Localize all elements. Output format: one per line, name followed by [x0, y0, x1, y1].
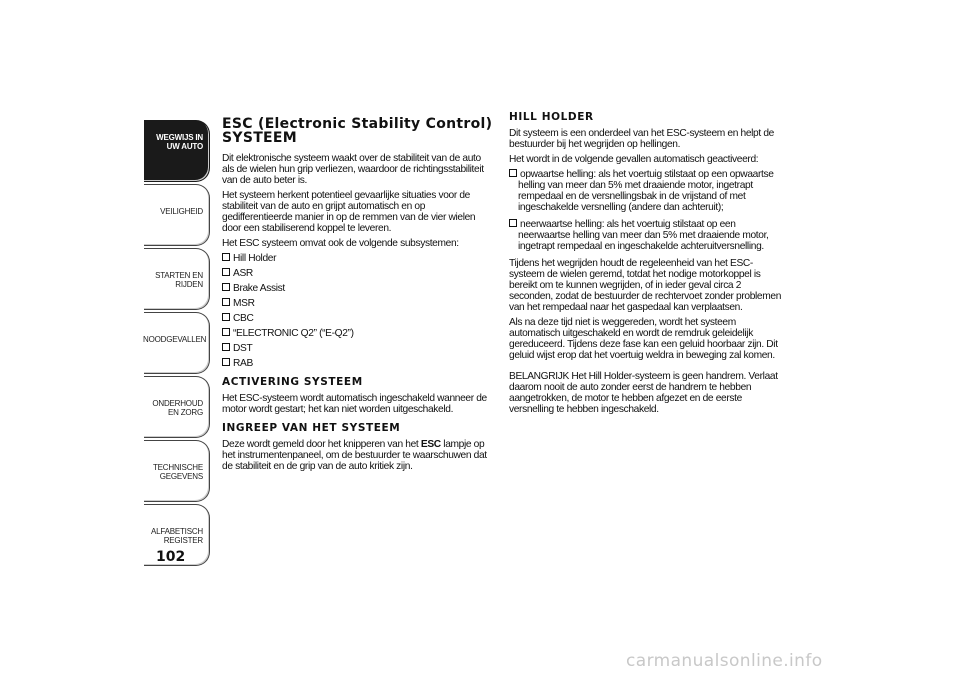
checkbox-bullet-icon — [509, 219, 517, 227]
checkbox-bullet-icon — [222, 328, 230, 336]
right-column — [509, 112, 787, 419]
tab-technische-gegevens[interactable] — [144, 440, 210, 502]
list-item: opwaartse helling: als het voertuig stilstaat op een opwaartse helling van meer dan 5% met draaiende motor, ingetrapt rempedaal en de versnellingsbak in de vrijstand of met ingeschakelde versnelling (andere dan achteruit); — [509, 169, 787, 213]
list-item: ASR — [222, 268, 494, 279]
tab-noodgevallen[interactable] — [144, 312, 210, 374]
list-item: MSR — [222, 298, 494, 309]
page-number: 102 — [156, 549, 186, 565]
tab-wegwijs-in-uw-auto[interactable] — [144, 120, 210, 182]
checkbox-bullet-icon — [222, 268, 230, 276]
list-item: “ELECTRONIC Q2” (“E-Q2”) — [222, 328, 494, 339]
paragraph: Het wordt in de volgende gevallen automatisch geactiveerd: — [509, 154, 759, 165]
list-item: DST — [222, 343, 494, 354]
paragraph: Tijdens het wegrijden houdt de regeleenheid van het ESC-systeem de wielen geremd, totdat het nodige motorkoppel is bereikt om te kunnen wegrijden, of in ieder geval circa 2 seconden, zodat de bestuurder de rechtervoet zonder problemen van het rempedaal naar het gaspedaal kan verplaatsen. — [509, 258, 782, 313]
paragraph: Het ESC-systeem wordt automatisch ingeschakeld wanneer de motor wordt gestart; het kan niet worden uitgeschakeld. — [222, 393, 487, 415]
section-title: ESC (Electronic Stability Control) SYSTEEM — [222, 116, 493, 146]
tab-label: TECHNISCHE GEGEVENS — [152, 463, 203, 481]
esc-label: ESC — [420, 439, 441, 450]
paragraph: Dit elektronische systeem waakt over de stabiliteit van de auto als de wielen hun grip verliezen, waardoor de richtingsstabiliteit van de auto beter is. — [222, 153, 484, 186]
checkbox-bullet-icon — [222, 313, 230, 321]
tab-label: STARTEN EN RIJDEN — [155, 271, 203, 289]
list-item: Hill Holder — [222, 253, 494, 264]
case-list — [509, 169, 787, 252]
chapter-tabs — [144, 120, 210, 568]
tab-onderhoud-en-zorg[interactable] — [144, 376, 210, 438]
checkbox-bullet-icon — [222, 298, 230, 306]
tab-label: ONDERHOUD EN ZORG — [152, 399, 203, 417]
list-item: Brake Assist — [222, 283, 494, 294]
list-item: neerwaartse helling: als het voertuig stilstaat op een neerwaartse helling van meer dan 5% met draaiende motor, ingetrapt rempedaal en ingeschakelde achteruitversnelling. — [509, 219, 787, 252]
subsystem-list — [222, 253, 494, 369]
tab-label: NOODGEVALLEN — [143, 335, 207, 344]
watermark: carmanualsonline.info — [626, 651, 823, 671]
heading-ingreep: INGREEP VAN HET SYSTEEM — [222, 422, 401, 434]
tab-label: WEGWIJS IN UW AUTO — [156, 133, 203, 151]
checkbox-bullet-icon — [509, 169, 517, 177]
checkbox-bullet-icon — [222, 253, 230, 261]
paragraph: Als na deze tijd niet is weggereden, wordt het systeem automatisch uitgeschakeld en wordt de remdruk geleidelijk gereduceerd. Tijdens deze fase kan een geluid hoorbaar zijn. Dit geluid wijst erop dat het voertuig weldra in beweging zal komen. — [509, 317, 778, 361]
heading-activering: ACTIVERING SYSTEEM — [222, 376, 363, 388]
paragraph: Dit systeem is een onderdeel van het ESC-systeem en helpt de bestuurder bij het wegrijden op hellingen. — [509, 128, 774, 150]
checkbox-bullet-icon — [222, 283, 230, 291]
list-item: CBC — [222, 313, 494, 324]
tab-veiligheid[interactable] — [144, 184, 210, 246]
tab-starten-en-rijden[interactable] — [144, 248, 210, 310]
heading-hill-holder: HILL HOLDER — [509, 111, 594, 123]
paragraph: Het ESC systeem omvat ook de volgende subsystemen: — [222, 238, 459, 249]
tab-label: VEILIGHEID — [160, 207, 203, 216]
paragraph: Deze wordt gemeld door het knipperen van het ESC lampje op het instrumentenpaneel, om de bestuurder te waarschuwen dat de stabiliteit en de grip van de auto kritiek zijn. — [222, 439, 487, 472]
paragraph: Het systeem herkent potentieel gevaarlijke situaties voor de stabiliteit van de auto en grijpt automatisch en op gedifferentieerde manier in op de remmen van de vier wielen door een stabiliserend koppel te leveren. — [222, 190, 476, 234]
list-item: RAB — [222, 358, 494, 369]
tab-label: ALFABETISCH REGISTER — [150, 527, 203, 545]
important-note: BELANGRIJK Het Hill Holder-systeem is geen handrem. Verlaat daarom nooit de auto zonder eerst de handrem te hebben aangetrokken, de motor te hebben afgezet en de eerste versnelling te hebben ingeschakeld. — [509, 371, 778, 415]
checkbox-bullet-icon — [222, 343, 230, 351]
checkbox-bullet-icon — [222, 358, 230, 366]
left-column — [222, 117, 494, 476]
